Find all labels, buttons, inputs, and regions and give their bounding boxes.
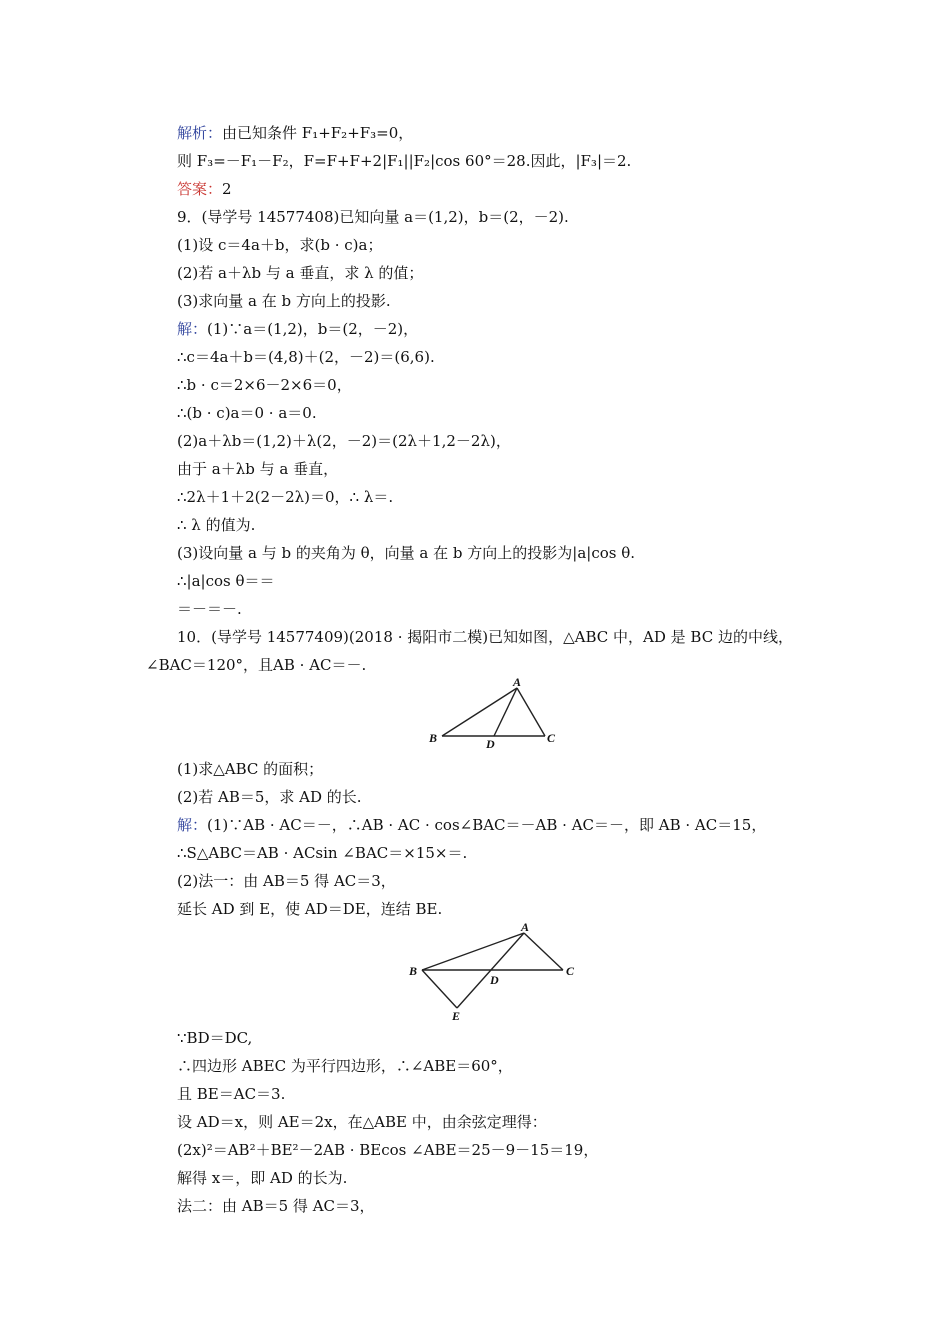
label-e: E [452, 1009, 461, 1022]
text-line: ∴(b · c)a＝0 · a＝0. [177, 404, 317, 422]
text-line: 法二：由 AB＝5 得 AC＝3， [177, 1197, 375, 1215]
text-line: 则 F₃=－F₁－F₂，F=F+F+2|F₁||F₂|cos 60°＝28.因此，|F₃|＝2. [177, 152, 632, 170]
label-b: B [429, 731, 438, 745]
analysis-label: 解析： [177, 124, 223, 142]
text-line: ∴四边形 ABEC 为平行四边形，∴∠ABE＝60°， [177, 1057, 513, 1075]
parallelogram-figure-2 [400, 920, 590, 1022]
triangle-figure-1 [420, 676, 560, 748]
label-a: A [521, 920, 530, 934]
solution-line: 解：(1)∵a＝(1,2)，b＝(2，－2)， [177, 320, 419, 338]
text-line: ＝－＝－. [177, 600, 242, 618]
label-c: C [547, 731, 556, 745]
text-line: 设 AD＝x，则 AE＝2x，在△ABE 中，由余弦定理得： [177, 1113, 547, 1131]
analysis-line: 解析：由已知条件 F₁+F₂+F₃=0， [177, 124, 414, 142]
text-line: (3)求向量 a 在 b 方向上的投影. [177, 292, 391, 310]
text-line: (2x)²＝AB²＋BE²－2AB · BEcos ∠ABE＝25－9－15＝19， [177, 1141, 599, 1159]
segment-ba [422, 933, 524, 970]
segment-ac [524, 933, 563, 970]
answer-line: 答案：2 [177, 180, 232, 198]
answer-label: 答案： [177, 180, 223, 198]
text-line: 延长 AD 到 E，使 AD＝DE，连结 BE. [177, 900, 443, 918]
text-line: (2)a＋λb＝(1,2)＋λ(2，－2)＝(2λ＋1,2－2λ)， [177, 432, 511, 450]
label-b: B [409, 964, 418, 978]
text-line: 且 BE＝AC＝3. [177, 1085, 286, 1103]
text-line: (3)设向量 a 与 b 的夹角为 θ，向量 a 在 b 方向上的投影为|a|cos θ. [177, 544, 636, 562]
text-line: (2)若 a＋λb 与 a 垂直，求 λ 的值； [177, 264, 424, 282]
text-line: (1)求△ABC 的面积； [177, 760, 324, 778]
text-line: (2)若 AB＝5，求 AD 的长. [177, 788, 362, 806]
text-line: ∴b · c＝2×6－2×6＝0， [177, 376, 352, 394]
label-d: D [490, 973, 499, 987]
solution-label: 解： [177, 816, 208, 834]
text-line: (2)法一：由 AB＝5 得 AC＝3， [177, 872, 396, 890]
text-line: 由于 a＋λb 与 a 垂直， [177, 460, 339, 478]
text-line: ∴ λ 的值为. [177, 516, 256, 534]
label-d: D [486, 737, 495, 748]
text-line: ∴S△ABC＝AB · ACsin ∠BAC＝×15×＝. [177, 844, 468, 862]
text-line: ∴|a|cos θ＝＝ [177, 572, 275, 590]
segment-ac [517, 688, 545, 736]
text-line: ∵BD＝DC, [177, 1029, 253, 1047]
label-a: A [513, 676, 522, 689]
text-line: 解得 x＝，即 AD 的长为. [177, 1169, 348, 1187]
text-line: (1)设 c＝4a＋b，求(b · c)a； [177, 236, 383, 254]
text-line: ∴c＝4a＋b＝(4,8)＋(2，－2)＝(6,6). [177, 348, 435, 366]
question-10-title: 10．(导学号 14577409)(2018 · 揭阳市二模)已知如图，△ABC 中，AD 是 BC 边的中线， [177, 628, 793, 646]
segment-be [422, 970, 457, 1008]
text-line: ∠BAC＝120°，且AB · AC＝－. [146, 656, 367, 674]
text-line: ∴2λ＋1＋2(2－2λ)＝0，∴ λ＝. [177, 488, 394, 506]
question-9-title: 9．(导学号 14577408)已知向量 a＝(1,2)，b＝(2，－2). [177, 208, 569, 226]
solution-label: 解： [177, 320, 208, 338]
solution-line: 解：(1)∵AB · AC＝－，∴AB · AC · cos∠BAC＝－AB · AC＝－，即 AB · AC＝15， [177, 816, 767, 834]
label-c: C [566, 964, 575, 978]
